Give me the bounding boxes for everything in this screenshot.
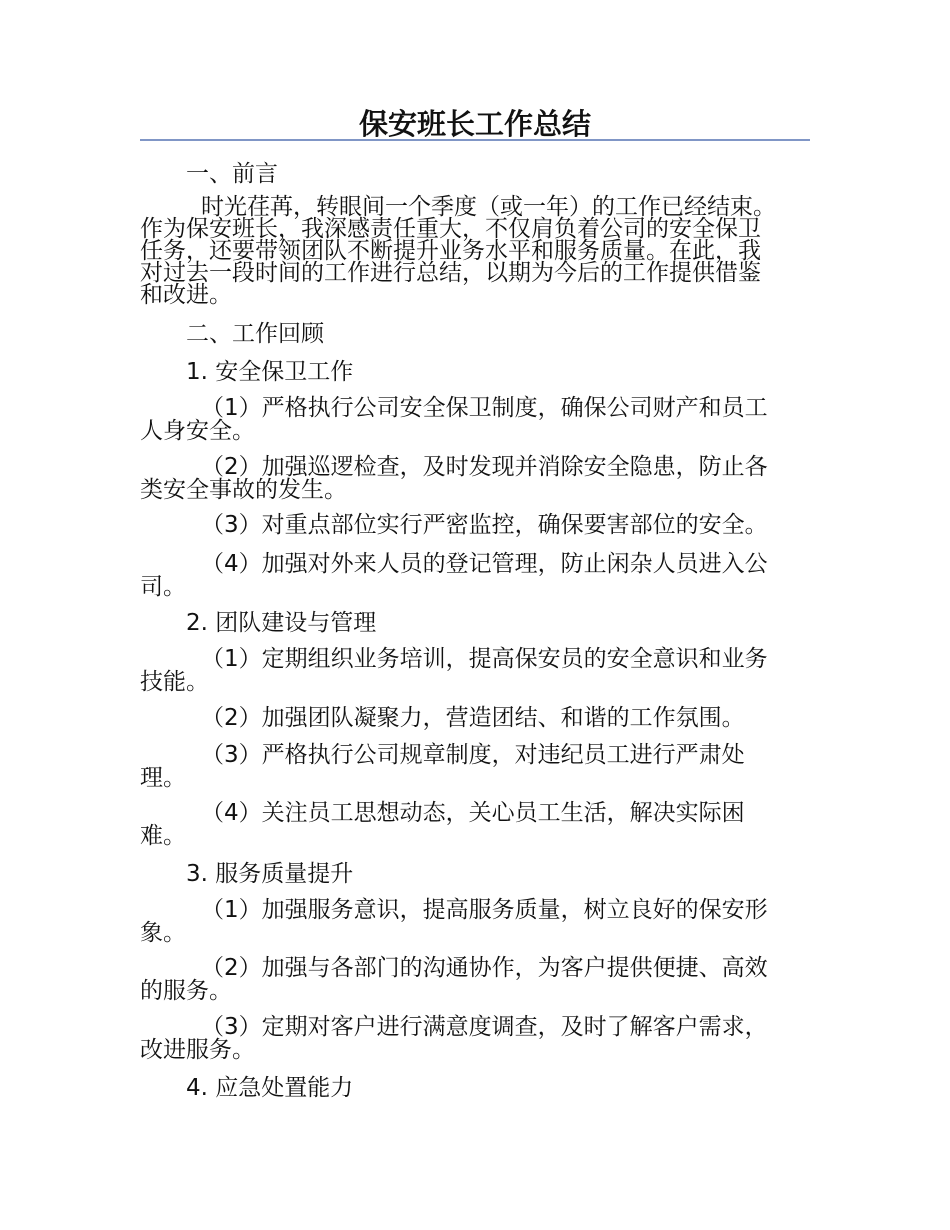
item-line: 人身安全。 [140, 418, 255, 444]
subsection-heading-team: 2. 团队建设与管理 [186, 610, 377, 636]
item-line: 的服务。 [140, 978, 232, 1004]
item-line: 难。 [140, 823, 186, 849]
item-line: 类安全事故的发生。 [140, 477, 347, 503]
paragraph-line: 任务，还要带领团队不断提升业务水平和服务质量。在此，我 [140, 238, 761, 264]
item-line: （3）定期对客户进行满意度调查，及时了解客户需求， [201, 1014, 768, 1040]
list-item [140, 514, 810, 537]
paragraph-line: 时光荏苒，转眼间一个季度（或一年）的工作已经结束。 [201, 194, 776, 220]
paragraph-line: 作为保安班长，我深感责任重大，不仅肩负着公司的安全保卫 [140, 216, 761, 242]
item-line: （4）关注员工思想动态，关心员工生活，解决实际困 [201, 800, 745, 826]
subsection-heading-security: 1. 安全保卫工作 [186, 359, 354, 385]
title-underline [140, 139, 810, 141]
list-item [140, 707, 810, 730]
preface-paragraph [140, 196, 810, 306]
item-line: （2）加强与各部门的沟通协作，为客户提供便捷、高效 [201, 955, 768, 981]
item-line: （3）对重点部位实行严密监控，确保要害部位的安全。 [201, 512, 768, 538]
list-item [140, 802, 810, 848]
subsection-heading-service: 3. 服务质量提升 [186, 861, 354, 887]
item-line: 技能。 [140, 669, 209, 695]
item-line: （1）严格执行公司安全保卫制度，确保公司财产和员工 [201, 395, 768, 421]
item-line: 改进服务。 [140, 1037, 255, 1063]
list-item [140, 957, 810, 1003]
section-heading-preface: 一、前言 [186, 161, 278, 187]
item-line: （3）严格执行公司规章制度，对违纪员工进行严肃处 [201, 742, 745, 768]
list-item [140, 899, 810, 945]
list-item [140, 397, 810, 443]
list-item [140, 744, 810, 790]
item-line: （1）加强服务意识，提高服务质量，树立良好的保安形 [201, 897, 768, 923]
item-line: 司。 [140, 574, 186, 600]
paragraph-line: 和改进。 [140, 282, 232, 308]
list-item [140, 648, 810, 694]
paragraph-line: 对过去一段时间的工作进行总结，以期为今后的工作提供借鉴 [140, 260, 761, 286]
item-line: （2）加强团队凝聚力，营造团结、和谐的工作氛围。 [201, 705, 745, 731]
item-line: （4）加强对外来人员的登记管理，防止闲杂人员进入公 [201, 551, 768, 577]
section-heading-review: 二、工作回顾 [186, 321, 324, 347]
list-item [140, 456, 810, 502]
item-line: （2）加强巡逻检查，及时发现并消除安全隐患，防止各 [201, 454, 768, 480]
item-line: 理。 [140, 765, 186, 791]
list-item [140, 1016, 810, 1062]
document-title: 保安班长工作总结 [358, 107, 591, 141]
item-line: （1）定期组织业务培训，提高保安员的安全意识和业务 [201, 646, 768, 672]
list-item [140, 553, 810, 599]
item-line: 象。 [140, 920, 186, 946]
subsection-heading-emergency: 4. 应急处置能力 [186, 1075, 354, 1101]
